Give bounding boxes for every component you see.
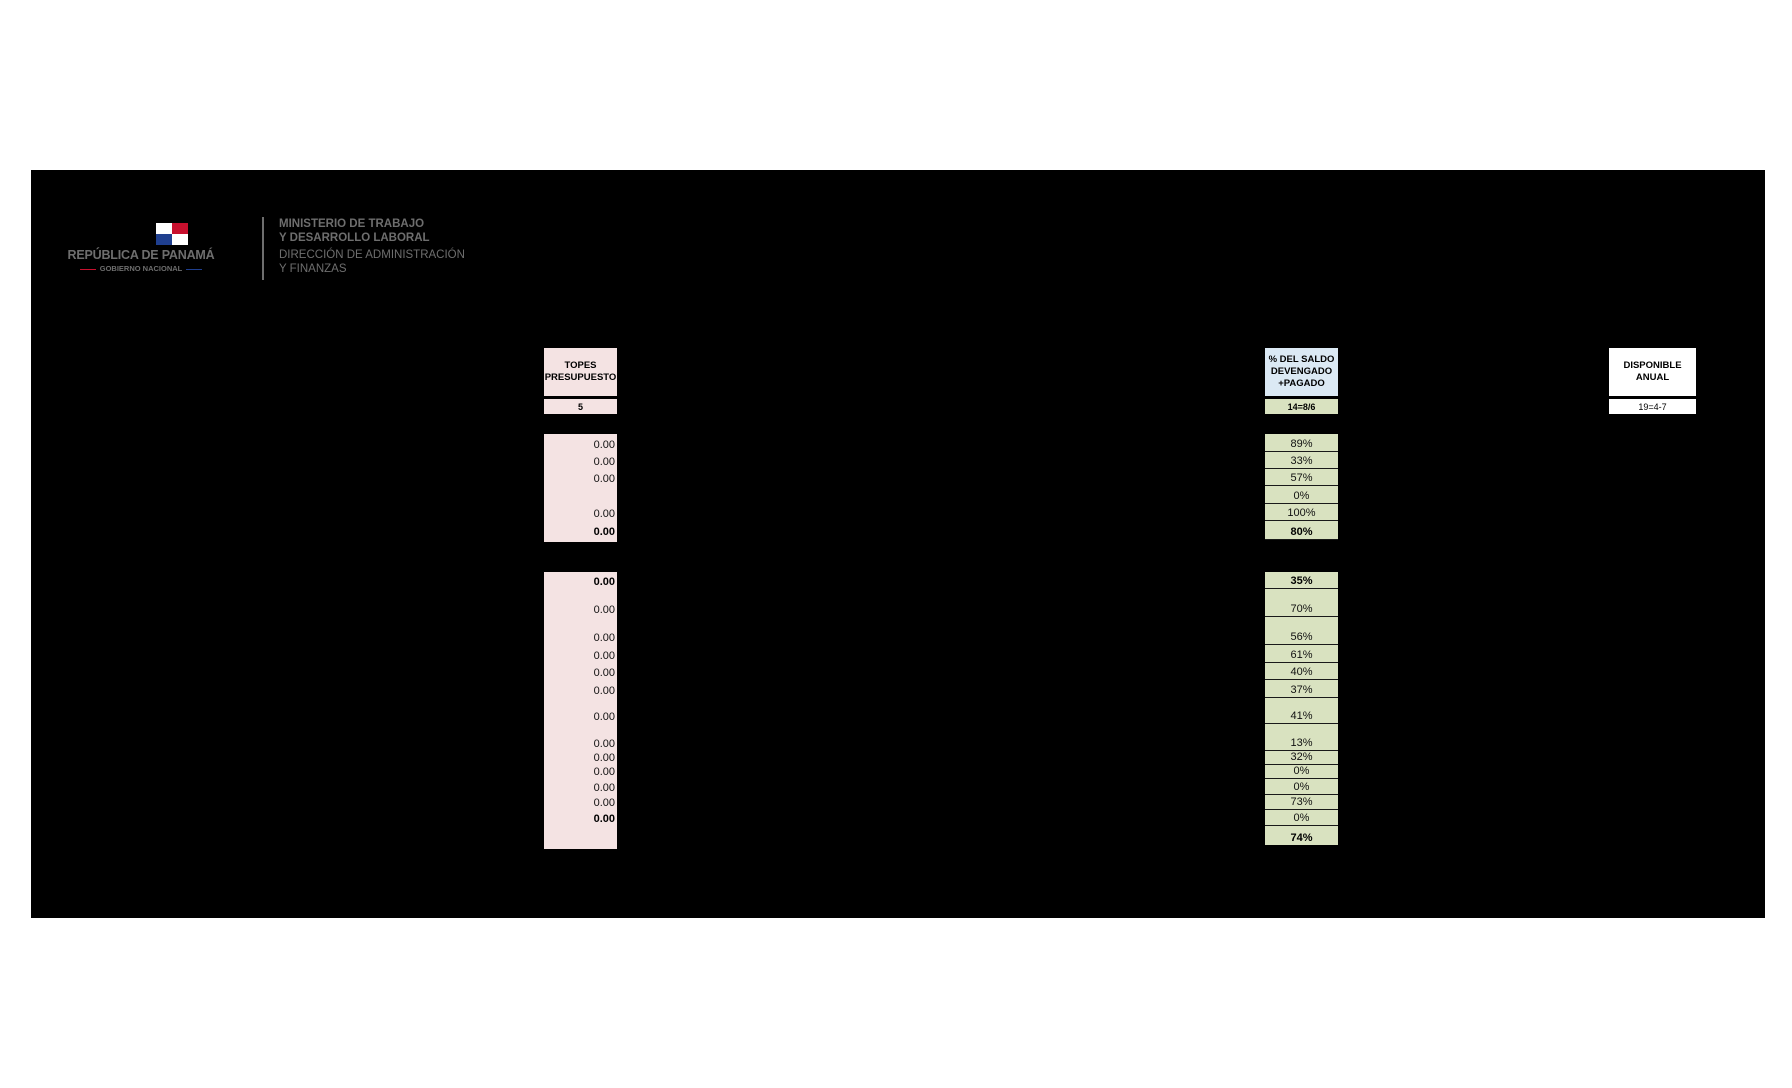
topes-cell: 0.00: [593, 766, 615, 778]
pct-cell: 61%: [1265, 645, 1338, 663]
panama-flag-icon: [156, 223, 188, 245]
topes-subtotal: 0.00: [593, 813, 615, 825]
pct-subtotal: 74%: [1290, 832, 1313, 844]
topes-cell: 0.00: [593, 738, 615, 750]
topes-cell: 0.00: [593, 797, 615, 809]
topes-cell: 0.00: [593, 604, 615, 616]
pct-subheader: 14=8/6: [1265, 399, 1338, 414]
pct-cell: 0%: [1265, 810, 1338, 826]
pct-cell: 37%: [1265, 680, 1338, 698]
topes-cell: 0.00: [593, 473, 615, 485]
topes-group-1: [544, 434, 617, 542]
topes-cell: 0.00: [593, 632, 615, 644]
topes-subheader: 5: [544, 399, 617, 414]
spreadsheet-area: [31, 170, 1765, 918]
pct-cell: 56%: [1265, 617, 1338, 645]
ministry-line-2: Y DESARROLLO LABORAL: [279, 232, 430, 244]
pct-cell: 57%: [1265, 469, 1338, 486]
pct-subtotal: 35%: [1265, 572, 1338, 589]
topes-group-2: [544, 572, 617, 849]
pct-cell: 0%: [1265, 779, 1338, 795]
topes-cell: 0.00: [593, 456, 615, 468]
pct-cell: 33%: [1265, 452, 1338, 469]
pct-cell: 100%: [1265, 504, 1338, 521]
ministry-line-3: DIRECCIÓN DE ADMINISTRACIÓN: [279, 249, 465, 261]
topes-cell: 0.00: [593, 711, 615, 723]
logo-divider: [262, 217, 264, 280]
ministry-line-4: Y FINANZAS: [279, 263, 347, 275]
pct-cell: 13%: [1265, 724, 1338, 751]
topes-cell: 0.00: [593, 667, 615, 679]
pct-cell: 40%: [1265, 663, 1338, 680]
topes-cell: 0.00: [593, 782, 615, 794]
topes-cell: 0.00: [593, 752, 615, 764]
topes-subtotal: 0.00: [593, 526, 615, 538]
pct-group-2: [1265, 572, 1338, 845]
disponible-header: DISPONIBLE ANUAL: [1609, 348, 1696, 396]
topes-subtotal: 0.00: [593, 576, 615, 588]
pct-header: % DEL SALDO DEVENGADO +PAGADO: [1265, 348, 1338, 396]
government-name: GOBIERNO NACIONAL: [66, 264, 216, 273]
government-logo: [66, 217, 465, 287]
pct-cell: 73%: [1265, 795, 1338, 810]
pct-cell: 70%: [1265, 589, 1338, 617]
topes-cell: 0.00: [593, 650, 615, 662]
topes-cell: 0.00: [593, 685, 615, 697]
topes-cell: 0.00: [593, 508, 615, 520]
pct-cell: 0%: [1265, 765, 1338, 779]
ministry-line-1: MINISTERIO DE TRABAJO: [279, 218, 425, 230]
pct-group-1: [1265, 434, 1338, 540]
pct-subtotal: 80%: [1265, 521, 1338, 540]
disponible-subheader: 19=4-7: [1609, 399, 1696, 414]
topes-cell: 0.00: [593, 439, 615, 451]
pct-cell: 32%: [1265, 751, 1338, 765]
pct-cell: 89%: [1265, 434, 1338, 452]
pct-cell: 41%: [1265, 698, 1338, 724]
country-name: REPÚBLICA DE PANAMÁ: [67, 248, 215, 262]
pct-cell: 0%: [1265, 486, 1338, 504]
topes-header: TOPES PRESUPUESTO: [544, 348, 617, 396]
